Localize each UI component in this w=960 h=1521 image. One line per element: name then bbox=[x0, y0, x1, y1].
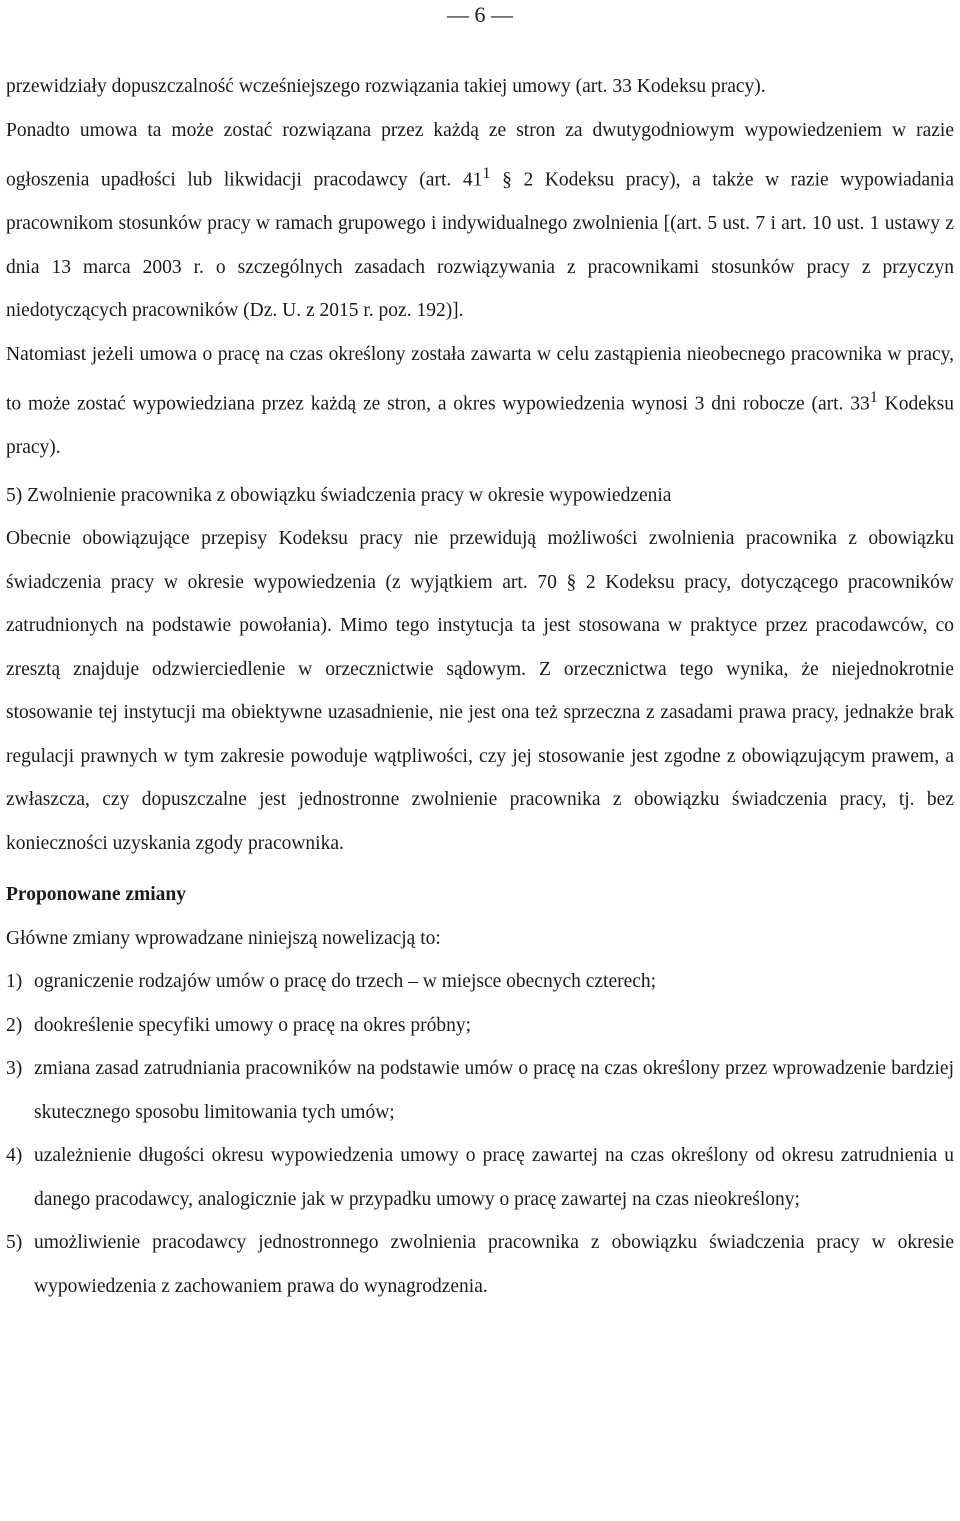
list-item-number: 5) bbox=[6, 1232, 23, 1253]
list-item-number: 4) bbox=[6, 1145, 23, 1166]
list-item-number: 2) bbox=[6, 1014, 23, 1036]
list-item-number: 1) bbox=[6, 971, 23, 992]
list-item bbox=[6, 1004, 954, 1048]
paragraph-text: Kodeksu pracy). bbox=[6, 393, 954, 458]
paragraph-text: Natomiast jeżeli umowa o pracę na czas określony została zawarta w celu zastąpienia nieobecnego pracownika w pracy, to może zostać wypowiedziana przez każdą ze stron, a okres wypowiedzenia wynosi 3 dni robocze (art. 33 bbox=[6, 343, 954, 415]
proposed-changes-heading: Proponowane zmiany bbox=[6, 884, 187, 905]
paragraph-text: Ponadto umowa ta może zostać rozwiązana przez każdą ze stron za dwutygodniowym wypowiedzeniem w razie ogłoszenia upadłości lub likwidacji pracodawcy (art. 41 bbox=[6, 119, 954, 191]
list-item-text: dookreślenie specyfiki umowy o pracę na okres próbny; bbox=[34, 1014, 471, 1036]
list-item-text: uzależnienie długości okresu wypowiedzenia umowy o pracę zawartej na czas określony od okresu zatrudnienia u danego pracodawcy, analogicznie jak w przypadku umowy o pracę zawartej na czas nieokreślony; bbox=[34, 1145, 954, 1210]
list-item-text: umożliwienie pracodawcy jednostronnego zwolnienia pracownika z obowiązku świadczenia pracy w okresie wypowiedzenia z zachowaniem prawa do wynagrodzenia. bbox=[34, 1232, 954, 1297]
list-item bbox=[6, 960, 954, 1004]
paragraph-release-from-work: Obecnie obowiązujące przepisy Kodeksu pracy nie przewidują możliwości zwolnienia pracownika z obowiązku świadczenia pracy w okresie wypowiedzenia (z wyjątkiem art. 70 § 2 Kodeksu pracy, dotyczącego pracowników zatrudnionych na podstawie powołania). Mimo tego instytucja ta jest stosowana w praktyce przez pracodawców, co zresztą znajduje odzwierciedlenie w orzecznictwie sądowym. Z orzecznictwa tego wynika, że niejednokrotnie stosowanie tej instytucji ma obiektywne uzasadnienie, nie jest ona też sprzeczna z zasadami prawa pracy, jednakże brak regulacji prawnych w tym zakresie powoduje wątpliwości, czy jej stosowanie jest zgodne z obowiązującym prawem, a zwłaszcza, czy dopuszczalne jest jednostronne zwolnienie pracownika z obowiązku świadczenia pracy, tj. bez konieczności uzyskania zgody pracownika. bbox=[6, 528, 954, 854]
paragraph-replacement-contract bbox=[6, 333, 954, 470]
list-item bbox=[6, 1047, 954, 1134]
superscript: 1 bbox=[869, 388, 878, 406]
list-item bbox=[6, 1221, 954, 1308]
list-item bbox=[6, 1134, 954, 1221]
document-body bbox=[6, 65, 954, 1308]
list-item-text: ograniczenie rodzajów umów o pracę do trzech – w miejsce obecnych czterech; bbox=[34, 971, 657, 992]
list-item-text: zmiana zasad zatrudniania pracowników na podstawie umów o pracę na czas określony przez wprowadzenie bardziej skutecznego sposobu limitowania tych umów; bbox=[34, 1058, 954, 1123]
proposed-changes-intro: Główne zmiany wprowadzane niniejszą nowelizacją to: bbox=[6, 927, 441, 949]
paragraph-termination-bankruptcy bbox=[6, 109, 954, 333]
page-number: — 6 — bbox=[447, 2, 513, 27]
proposed-changes-list bbox=[6, 960, 954, 1308]
list-item-number: 3) bbox=[6, 1058, 23, 1079]
paragraph-text: § 2 Kodeksu pracy), a także w razie wypowiadania pracownikom stosunków pracy w ramach grupowego i indywidualnego zwolnienia [(art. 5 ust. 7 i art. 10 ust. 1 ustawy z dnia 13 marca 2003 r. o szczególnych zasadach rozwiązywania z pracownikami stosunków pracy z przyczyn niedotyczących pracowników (Dz. U. z 2015 r. poz. 192)]. bbox=[6, 169, 954, 321]
superscript: 1 bbox=[482, 164, 491, 182]
paragraph-continuation: przewidziały dopuszczalność wcześniejszego rozwiązania takiej umowy (art. 33 Kodeksu pracy). bbox=[6, 76, 766, 97]
section-heading-5: 5) Zwolnienie pracownika z obowiązku świadczenia pracy w okresie wypowiedzenia bbox=[6, 484, 672, 506]
